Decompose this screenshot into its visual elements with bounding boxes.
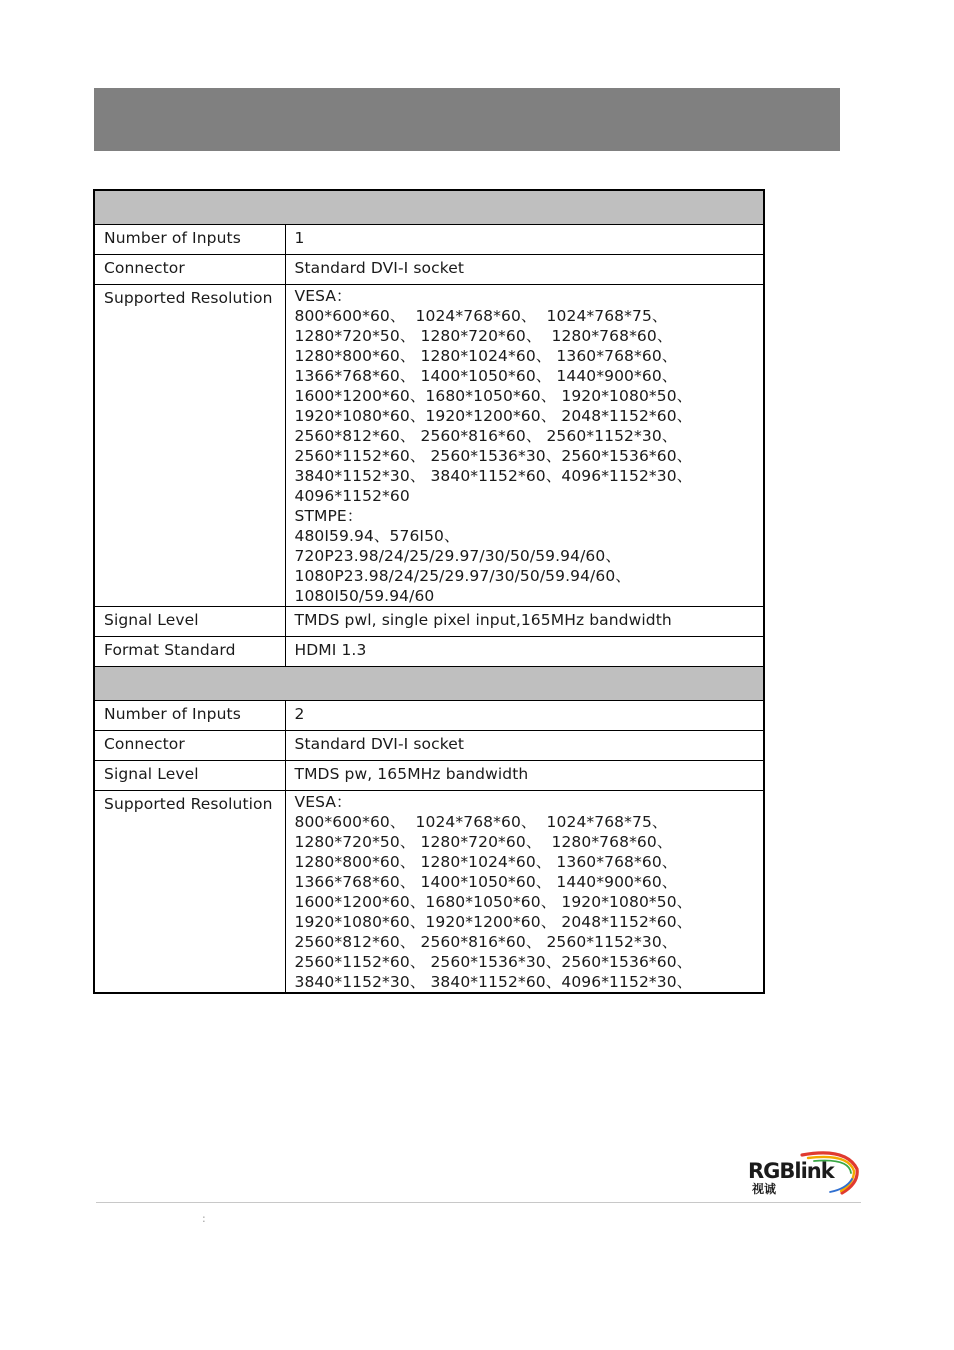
spec-row-supported-resolution bbox=[94, 285, 764, 607]
spec-label: Signal Level bbox=[94, 607, 285, 637]
spec-row-connector bbox=[94, 731, 764, 761]
spec-value: 2 bbox=[285, 701, 764, 731]
spec-value: TMDS pw, 165MHz bandwidth bbox=[285, 761, 764, 791]
spec-label: Supported Resolution bbox=[94, 791, 285, 994]
spec-value: Standard DVI-I socket bbox=[285, 255, 764, 285]
section-header-2 bbox=[94, 667, 764, 701]
rgblink-logo bbox=[746, 1151, 862, 1197]
spec-label: Connector bbox=[94, 731, 285, 761]
spec-row-supported-resolution bbox=[94, 791, 764, 994]
spec-value: HDMI 1.3 bbox=[285, 637, 764, 667]
spec-row-connector bbox=[94, 255, 764, 285]
spec-label: Number of Inputs bbox=[94, 225, 285, 255]
logo-wordmark: RGBlink bbox=[748, 1159, 834, 1183]
spec-label: Supported Resolution bbox=[94, 285, 285, 607]
spec-label: Signal Level bbox=[94, 761, 285, 791]
spec-label: Number of Inputs bbox=[94, 701, 285, 731]
spec-row-number-of-inputs bbox=[94, 225, 764, 255]
spec-row-signal-level bbox=[94, 761, 764, 791]
spec-row-signal-level bbox=[94, 607, 764, 637]
spec-row-format-standard bbox=[94, 637, 764, 667]
logo-chinese: 视诚 bbox=[752, 1182, 777, 1196]
title-band bbox=[94, 88, 840, 151]
spec-value: Standard DVI-I socket bbox=[285, 731, 764, 761]
spec-value: TMDS pwl, single pixel input,165MHz bandwidth bbox=[285, 607, 764, 637]
spec-label: Connector bbox=[94, 255, 285, 285]
section-header-1 bbox=[94, 190, 764, 225]
footer-colon: : bbox=[202, 1212, 206, 1225]
spec-table bbox=[93, 189, 765, 994]
footer-divider bbox=[96, 1202, 861, 1203]
spec-row-number-of-inputs bbox=[94, 701, 764, 731]
spec-value-resolutions: VESA： 800*600*60、 1024*768*60、 1024*768*75、 1280*720*50、 1280*720*60、 1280*768*60、 1280*800*60、 1280*1024*60、 1360*768*60、 1366*768*60、 1400*1050*60、 1440*900*60、 1600*1200*60、1680*1050*60、 1920*1080*50、 1920*1080*60、1920*1200*60、 2048*1152*60、 2560*812*60、 2560*816*60、 2560*1152*30、 2560*1152*60、 2560*1536*30、2560*1536*60、 3840*1152*30、 3840*1152*60、4096*1152*30、 bbox=[285, 791, 764, 994]
spec-label: Format Standard bbox=[94, 637, 285, 667]
spec-value-resolutions: VESA： 800*600*60、 1024*768*60、 1024*768*75、 1280*720*50、 1280*720*60、 1280*768*60、 1280*800*60、 1280*1024*60、 1360*768*60、 1366*768*60、 1400*1050*60、 1440*900*60、 1600*1200*60、1680*1050*60、 1920*1080*50、 1920*1080*60、1920*1200*60、 2048*1152*60、 2560*812*60、 2560*816*60、 2560*1152*30、 2560*1152*60、 2560*1536*30、2560*1536*60、 3840*1152*30、 3840*1152*60、4096*1152*30、 4096*1152*60 STMPE： 480I59.94、576I50、 720P23.98/24/25/29.97/30/50/59.94/60、 1080P23.98/24/25/29.97/30/50/59.94/60、 1080I50/59.94/60 bbox=[285, 285, 764, 607]
spec-value: 1 bbox=[285, 225, 764, 255]
